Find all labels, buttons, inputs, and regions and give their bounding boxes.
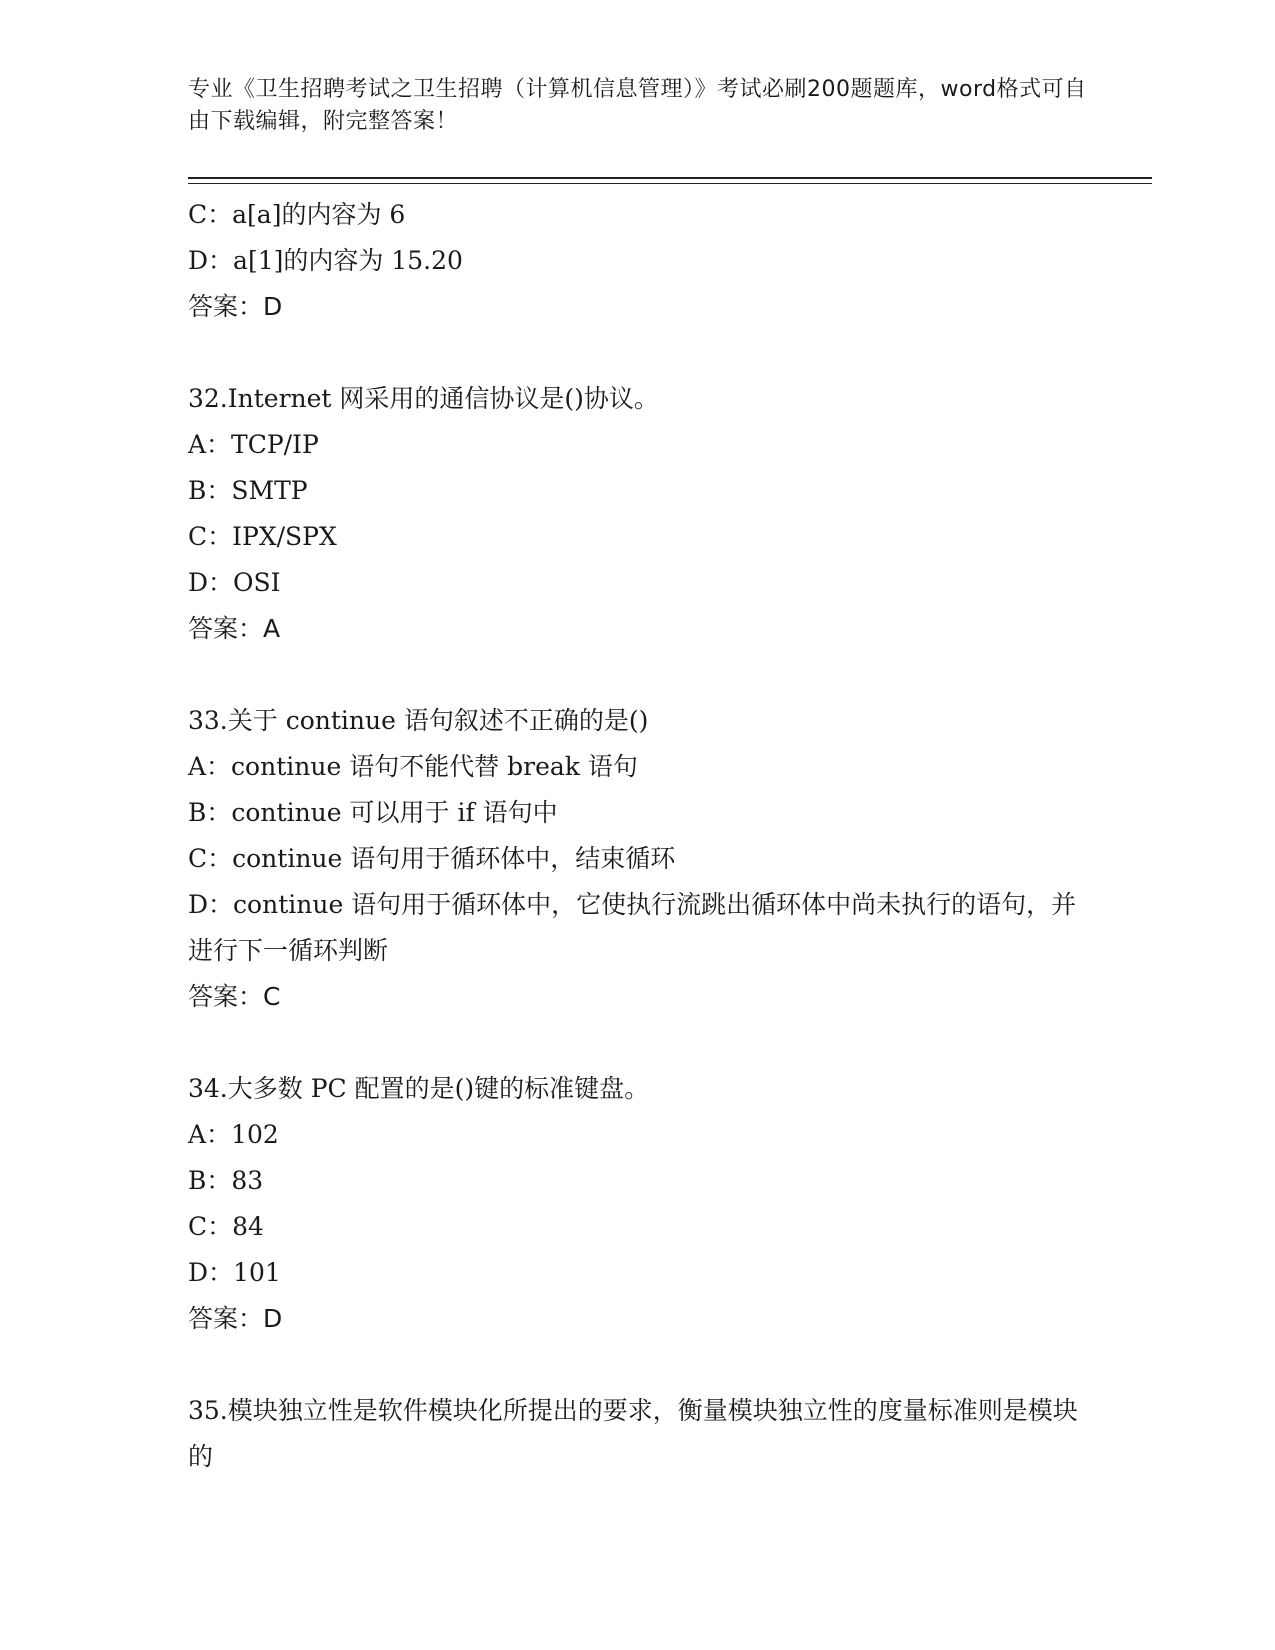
option-c: C：84 (188, 1212, 264, 1241)
option-d: D：continue 语句用于循环体中，它使执行流跳出循环体中尚未执行的语句，并进行下一循环判断 (188, 890, 1077, 965)
option-a: A：continue 语句不能代替 break 语句 (188, 752, 638, 781)
document-header: 专业《卫生招聘考试之卫生招聘（计算机信息管理）》考试必刷200题题库，word格式可自由下载编辑，附完整答案！ (188, 77, 1087, 134)
header-rule-thick (188, 177, 1152, 179)
header-rule-thin (188, 183, 1152, 184)
option-c: C：a[a]的内容为 6 (188, 200, 406, 229)
answer-line: 答案：A (188, 614, 281, 643)
answer-line: 答案：D (188, 1304, 283, 1333)
option-d: D：a[1]的内容为 15.20 (188, 246, 463, 275)
answer-line: 答案：D (188, 292, 283, 321)
option-b: B：83 (188, 1166, 264, 1195)
spacer (188, 1342, 1088, 1388)
option-c: C：IPX/SPX (188, 522, 337, 551)
option-d: D：101 (188, 1258, 281, 1287)
answer-line: 答案：C (188, 982, 281, 1011)
spacer (188, 330, 1088, 376)
option-c: C：continue 语句用于循环体中，结束循环 (188, 844, 676, 873)
spacer (188, 652, 1088, 698)
question-content (188, 192, 1088, 1480)
option-d: D：OSI (188, 568, 281, 597)
question-stem-35: 35.模块独立性是软件模块化所提出的要求，衡量模块独立性的度量标准则是模块的 (188, 1396, 1078, 1471)
question-stem-34: 34.大多数 PC 配置的是()键的标准键盘。 (188, 1074, 650, 1103)
spacer (188, 1020, 1088, 1066)
option-a: A：102 (188, 1120, 279, 1149)
option-b: B：continue 可以用于 if 语句中 (188, 798, 558, 827)
option-b: B：SMTP (188, 476, 308, 505)
question-stem-33: 33.关于 continue 语句叙述不正确的是() (188, 706, 649, 735)
option-a: A：TCP/IP (188, 430, 319, 459)
question-stem-32: 32.Internet 网采用的通信协议是()协议。 (188, 384, 659, 413)
